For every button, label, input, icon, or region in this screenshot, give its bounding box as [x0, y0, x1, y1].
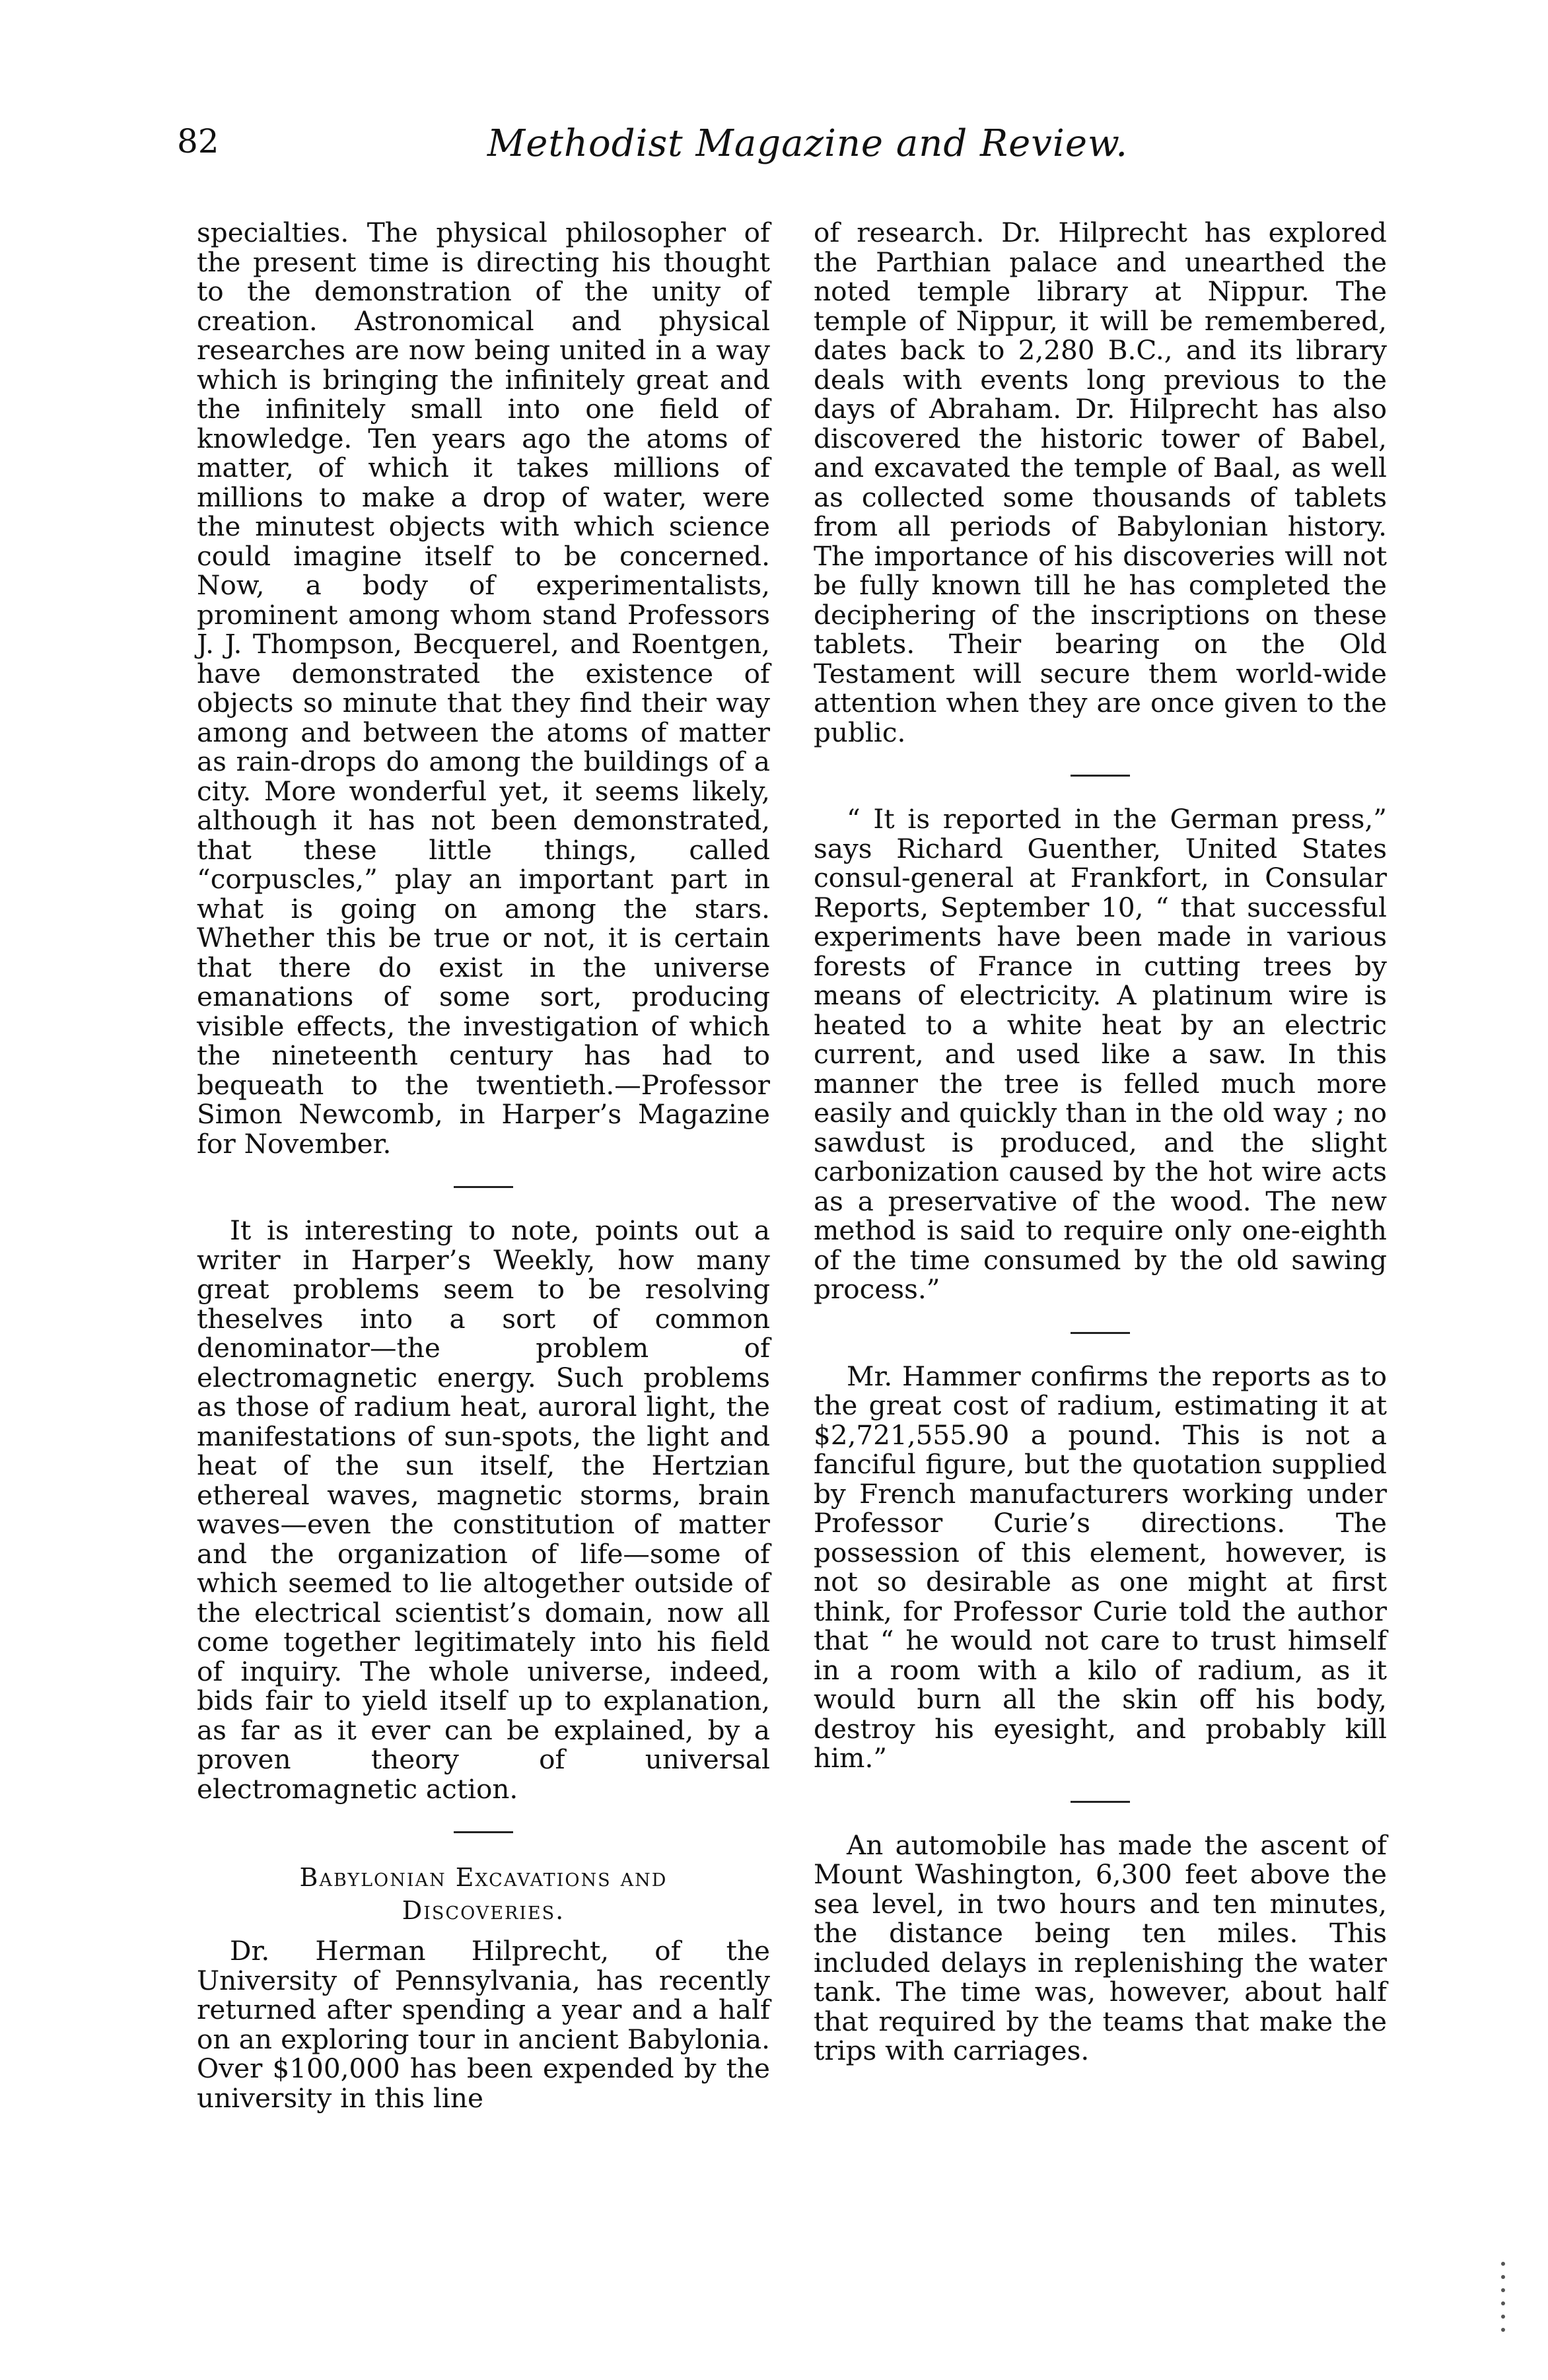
- right-column: [814, 218, 1387, 2066]
- section-divider: [454, 1186, 513, 1188]
- scan-margin-marks: [1496, 2262, 1516, 2348]
- heading-line-1: Babylonian Excavations and: [299, 1863, 668, 1892]
- electric-tree-felling-paragraph: “ It is reported in the German press,” says Richard Guenther, United States consul-general at Frankfort, in Consular Reports, September 10, “ that successful experiments have been made in various forests of France in cutting trees by means of electricity. A platinum wire is heated to a white heat by an electric current, and used like a saw. In this manner the tree is felled much more easily and quickly than in the old way ; no sawdust is produced, and the slight carbonization caused by the hot wire acts as a preservative of the wood. The new method is said to require only one-eighth of the time consumed by the old sawing process.”: [814, 803, 1387, 1305]
- page-number: 82: [177, 122, 219, 160]
- section-divider: [454, 1831, 513, 1833]
- babylonian-section-heading: [197, 1861, 770, 1927]
- section-divider: [1071, 1332, 1130, 1334]
- section-divider: [1071, 1801, 1130, 1803]
- hilprecht-paragraph-start: Dr. Herman Hilprecht, of the University of Pennsylvania, has recently returned after spending a year and a half on an exploring tour in ancient Babylonia. Over $100,000 has been expended by the university in this line: [197, 1935, 770, 2114]
- automobile-ascent-paragraph: An automobile has made the ascent of Mount Washington, 6,300 feet above the sea level, in two hours and ten minutes, the distance being ten miles. This included delays in replenishing the water tank. The time was, however, about half that required by the teams that make the trips with carriages.: [814, 1829, 1387, 2066]
- harpers-weekly-paragraph: It is interesting to note, points out a writer in Harper’s Weekly, how many great problems seem to be resolving theselves into a sort of common denominator—the problem of electromagnetic energy. Such problems as those of radium heat, auroral light, the manifestations of sun-spots, the light and heat of the sun itself, the Hertzian ethereal waves, magnetic storms, brain waves—even the constitution of matter and the organization of life—some of which seemed to lie altogether outside of the electrical scientist’s domain, now all come together legitimately into his field of inquiry. The whole universe, indeed, bids fair to yield itself up to explanation, as far as it ever can be explained, by a proven theory of universal electromagnetic action.: [197, 1214, 770, 1805]
- section-divider: [1071, 775, 1130, 777]
- newcomb-paragraph: specialties. The physical philosopher of the present time is directing his thought to the demonstration of the unity of creation. Astronomical and physical researches are now being united in a way which is bringing the infinitely great and the infinitely small into one field of knowledge. Ten years ago the atoms of matter, of which it takes millions of millions to make a drop of water, were the minutest objects with which science could imagine itself to be concerned. Now, a body of experimentalists, prominent among whom stand Professors J. J. Thompson, Becquerel, and Roentgen, have demonstrated the existence of objects so minute that they find their way among and between the atoms of matter as rain-drops do among the buildings of a city. More wonderful yet, it seems likely, although it has not been demonstrated, that these little things, called “corpuscles,” play an important part in what is going on among the stars. Whether this be true or not, it is certain that there do exist in the universe emanations of some sort, producing visible effects, the investigation of which the nineteenth century has had to bequeath to the twentieth.—Professor Simon Newcomb, in Harper’s Magazine for November.: [197, 217, 770, 1160]
- heading-line-2: Discoveries.: [402, 1896, 565, 1925]
- page-header: [177, 122, 1438, 182]
- hilprecht-paragraph-continued: of research. Dr. Hilprecht has explored the Parthian palace and unearthed the noted temple library at Nippur. The temple of Nippur, it will be remembered, dates back to 2,280 B.C., and its library deals with events long previous to the days of Abraham. Dr. Hilprecht has also discovered the historic tower of Babel, and excavated the temple of Baal, as well as collected some thousands of tablets from all periods of Babylonian history. The importance of his discoveries will not be fully known till he has completed the deciphering of the inscriptions on these tablets. Their bearing on the Old Testament will secure them world-wide attention when they are once given to the public.: [814, 217, 1387, 748]
- radium-cost-paragraph: Mr. Hammer confirms the reports as to the great cost of radium, estimating it at $2,721,555.90 a pound. This is not a fanciful figure, but the quotation supplied by French manufacturers working under Professor Curie’s directions. The possession of this element, however, is not so desirable as one might at first think, for Professor Curie told the author that “ he would not care to trust himself in a room with a kilo of radium, as it would burn all the skin off his body, destroy his eyesight, and probably kill him.”: [814, 1360, 1387, 1774]
- left-column: [197, 218, 770, 2113]
- running-head-title: Methodist Magazine and Review.: [487, 122, 1129, 165]
